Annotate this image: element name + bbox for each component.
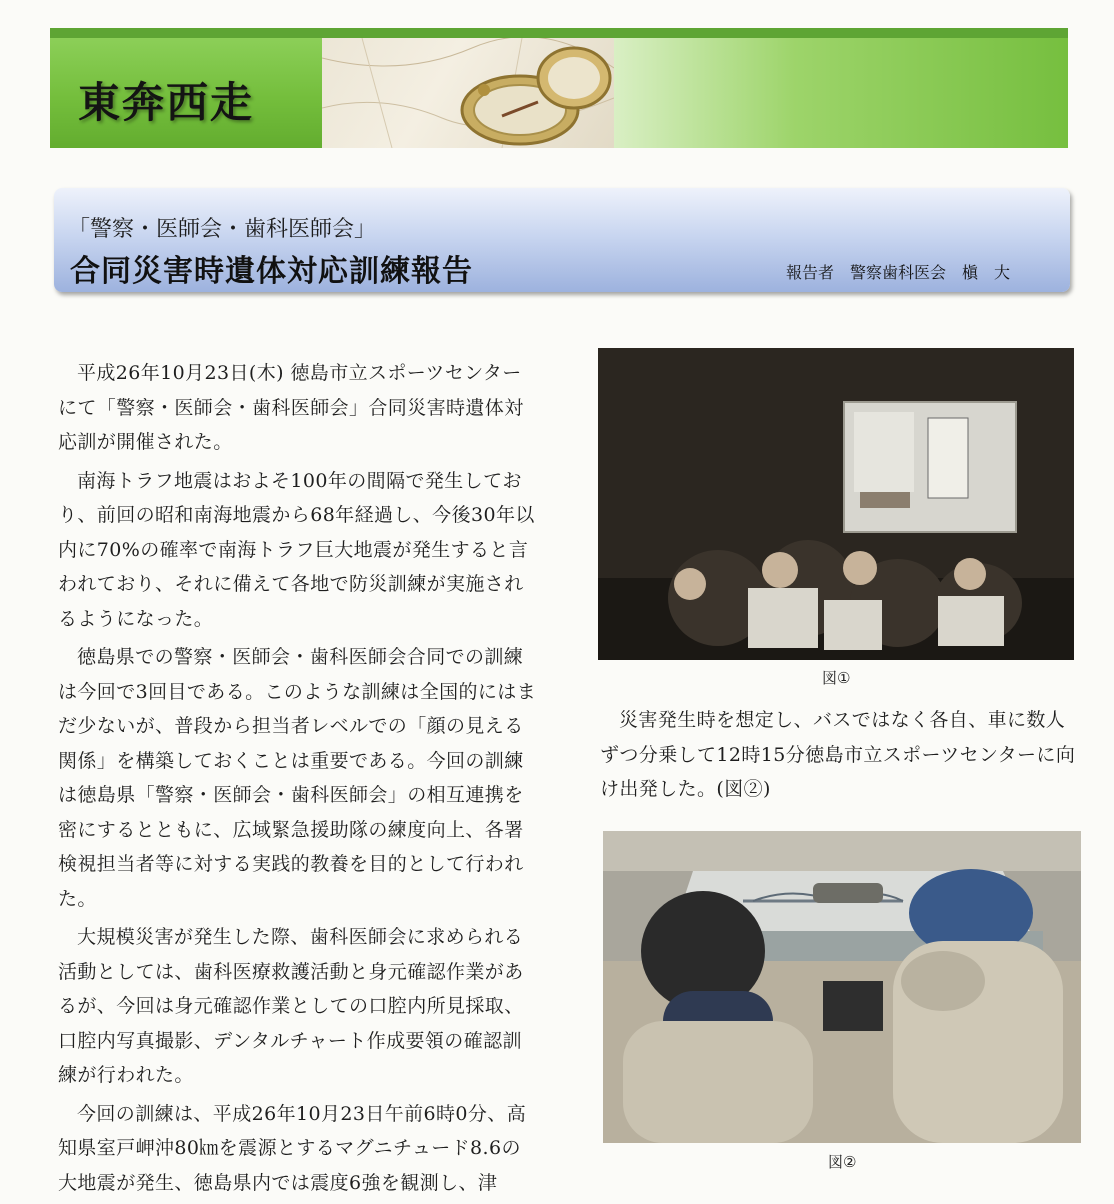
paragraph: 災害発生時を想定し、バスではなく各自、車に数人ずつ分乗して12時15分徳島市立スポーツセンターに向け出発した。(図②): [600, 709, 1076, 800]
banner-gradient: [614, 38, 1068, 148]
article-subtitle: 「警察・医師会・歯科医師会」: [68, 217, 377, 242]
car-interior-image: [603, 831, 1081, 1143]
paragraph: 今回の訓練は、平成26年10月23日午前6時0分、高知県室戸岬沖80㎞を震源とするマグニチュード8.6の大地震が発生、徳島県内では震度6強を観測し、津: [58, 1102, 527, 1194]
figure-2-caption: 図②: [828, 1153, 857, 1171]
article-title: 合同災害時遺体対応訓練報告: [70, 254, 473, 289]
body-left-column: [58, 356, 540, 1204]
paragraph: 大規模災害が発生した際、歯科医師会に求められる活動としては、歯科医療救護活動と身元確認作業があるが、今回は身元確認作業としての口腔内所見採取、口腔内写真撮影、デンタルチャート作成要領の確認訓練が行われた。: [58, 926, 524, 1086]
figure-2-photo: [603, 831, 1081, 1143]
figure-1-photo: [598, 348, 1074, 660]
figure-1-caption: 図①: [822, 669, 851, 687]
body-right-column: [600, 703, 1082, 807]
compass-map-image: [322, 38, 614, 148]
paragraph: 南海トラフ地震はおよそ100年の間隔で発生しており、前回の昭和南海地震から68年経過し、今後30年以内に70%の確率で南海トラフ巨大地震が発生すると言われており、それに備えて各地で防災訓練が実施されるようになった。: [58, 469, 535, 630]
banner-title: 東奔西走: [78, 78, 255, 127]
compass-icon: [322, 38, 614, 148]
reporter-credit: 報告者 警察歯科医会 槇 大: [786, 263, 1011, 282]
lecture-room-image: [598, 348, 1074, 660]
paragraph: 平成26年10月23日(木) 徳島市立スポーツセンターにて「警察・医師会・歯科医師会」合同災害時遺体対応訓が開催された。: [58, 362, 524, 453]
paragraph: 徳島県での警察・医師会・歯科医師会合同での訓練は今回で3回目である。このような訓練は全国的にはまだ少ないが、普段から担当者レベルでの「顔の見える関係」を構築しておくことは重要である。今回の訓練は徳島県「警察・医師会・歯科医師会」の相互連携を密にするとともに、広域緊急援助隊の練度向上、各署検視担当者等に対する実践的教養を目的として行われた。: [58, 646, 537, 910]
